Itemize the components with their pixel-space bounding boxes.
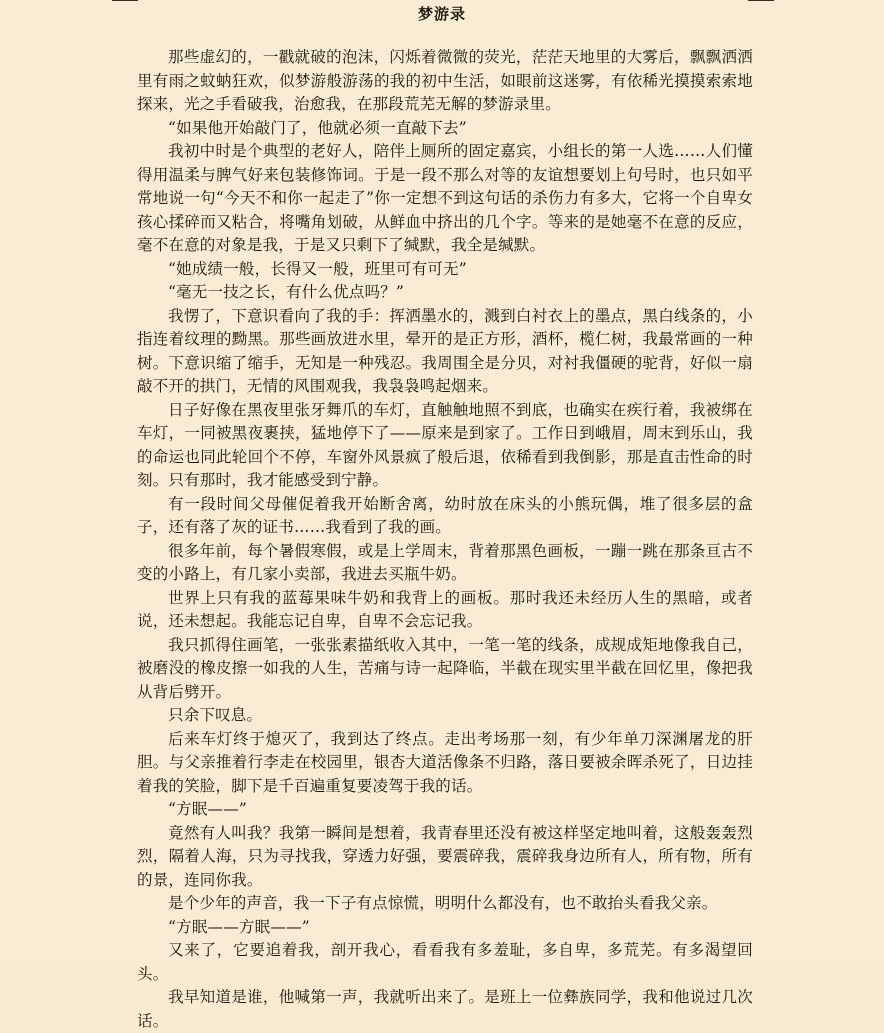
- paragraph: 我愣了，下意识看向了我的手：挥洒墨水的，溅到白衬衣上的墨点，黑白线条的，小指连着纹理的黝黑。那些画放进水里，晕开的是正方形，酒杯，榄仁树，我最常画的一种树。下意识缩了缩手，无知是一种残忍。我周围全是分贝，对衬我僵硬的驼背，好似一扇敲不开的拱门，无情的风围观我，我袅袅鸣起烟来。: [137, 306, 753, 395]
- article-body: [137, 46, 753, 1033]
- paragraph: 日子好像在黑夜里张牙舞爪的车灯，直触触地照不到底，也确实在疾行着，我被绑在车灯，一同被黑夜裹挟，猛地停下了——原来是到家了。工作日到峨眉，周末到乐山，我的命运也同此轮回个不停，车窗外风景疯了般后退，依稀看到我倒影，那是直击性命的时刻。只有那时，我才能感受到宁静。: [137, 400, 753, 489]
- paragraph: 那些虚幻的，一戳就破的泡沫，闪烁着微微的荧光，茫茫天地里的大雾后，飘飘洒洒里有雨之蚊蚋狂欢，似梦游般游荡的我的初中生活，如眼前这迷雾，有依稀光摸摸索索地探来，光之手看破我，治愈我，在那段荒芜无解的梦游录里。: [137, 48, 753, 113]
- header-rule-right: [748, 0, 774, 1]
- paragraph: 又来了，它要追着我，剖开我心，看看我有多羞耻，多自卑，多荒芜。有多渴望回头。: [137, 941, 753, 983]
- page-title: 梦游录: [417, 5, 466, 23]
- paragraph: “方眠——方眠——”: [168, 917, 310, 936]
- paragraph: 我初中时是个典型的老好人，陪伴上厕所的固定嘉宾，小组长的第一人选……人们懂得用温柔与脾气好来包装修饰词。于是一段不那么对等的友谊想要划上句号时，也只如平常地说一句“今天不和你一起走了”你一定想不到这句话的杀伤力有多大，它将一个自卑女孩心揉碎而又粘合，将嘴角划破，从鲜血中挤出的几个字。等来的是她毫不在意的反应，毫不在意的对象是我，于是又只剩下了缄默，我全是缄默。: [137, 142, 753, 254]
- paragraph: 很多年前，每个暑假寒假，或是上学周末，背着那黑色画板，一蹦一跳在那条亘古不变的小路上，有几家小卖部，我进去买瓶牛奶。: [137, 541, 753, 583]
- paragraph: 我只抓得住画笔，一张张素描纸收入其中，一笔一笔的线条，成规成矩地像我自己，被磨没的橡皮擦一如我的人生，苦痛与诗一起降临，半截在现实里半截在回忆里，像把我从背后劈开。: [137, 635, 753, 701]
- header-rule-left: [112, 0, 138, 1]
- paragraph: “方眠——”: [168, 800, 248, 818]
- paragraph: 我早知道是谁，他喊第一声，我就听出来了。是班上一位彝族同学，我和他说过几次话。: [137, 988, 753, 1030]
- paragraph: 世界上只有我的蓝莓果味牛奶和我背上的画板。那时我还未经历人生的黑暗，或者说，还未想起。我能忘记自卑，自卑不会忘记我。: [137, 588, 753, 630]
- paragraph: 后来车灯终于熄灭了，我到达了终点。走出考场那一刻，有少年单刀深渊屠龙的肝胆。与父亲推着行李走在校园里，银杏大道活像条不归路，落日要被余晖杀死了，日边挂着我的笑脸，脚下是千百遍重复要凌驾于我的话。: [137, 729, 753, 795]
- paragraph: “她成绩一般，长得又一般，班里可有可无”: [168, 259, 467, 278]
- paragraph: 是个少年的声音，我一下子有点惊慌，明明什么都没有，也不敢抬头看我父亲。: [168, 894, 718, 912]
- paragraph: “毫无一技之长，有什么优点吗？”: [168, 283, 405, 301]
- paragraph: 有一段时间父母催促着我开始断舍离，幼时放在床头的小熊玩偶，堆了很多层的盒子，还有落了灰的证书……我看到了我的画。: [137, 494, 753, 536]
- paragraph: 竟然有人叫我？我第一瞬间是想着，我青春里还没有被这样坚定地叫着，这般轰轰烈烈，隔着人海，只为寻找我，穿透力好强，要震碎我，震碎我身边所有人，所有物，所有的景，连同你我。: [137, 823, 753, 889]
- paragraph: “如果他开始敲门了，他就必须一直敲下去”: [168, 118, 467, 137]
- paragraph: 只余下叹息。: [168, 706, 263, 724]
